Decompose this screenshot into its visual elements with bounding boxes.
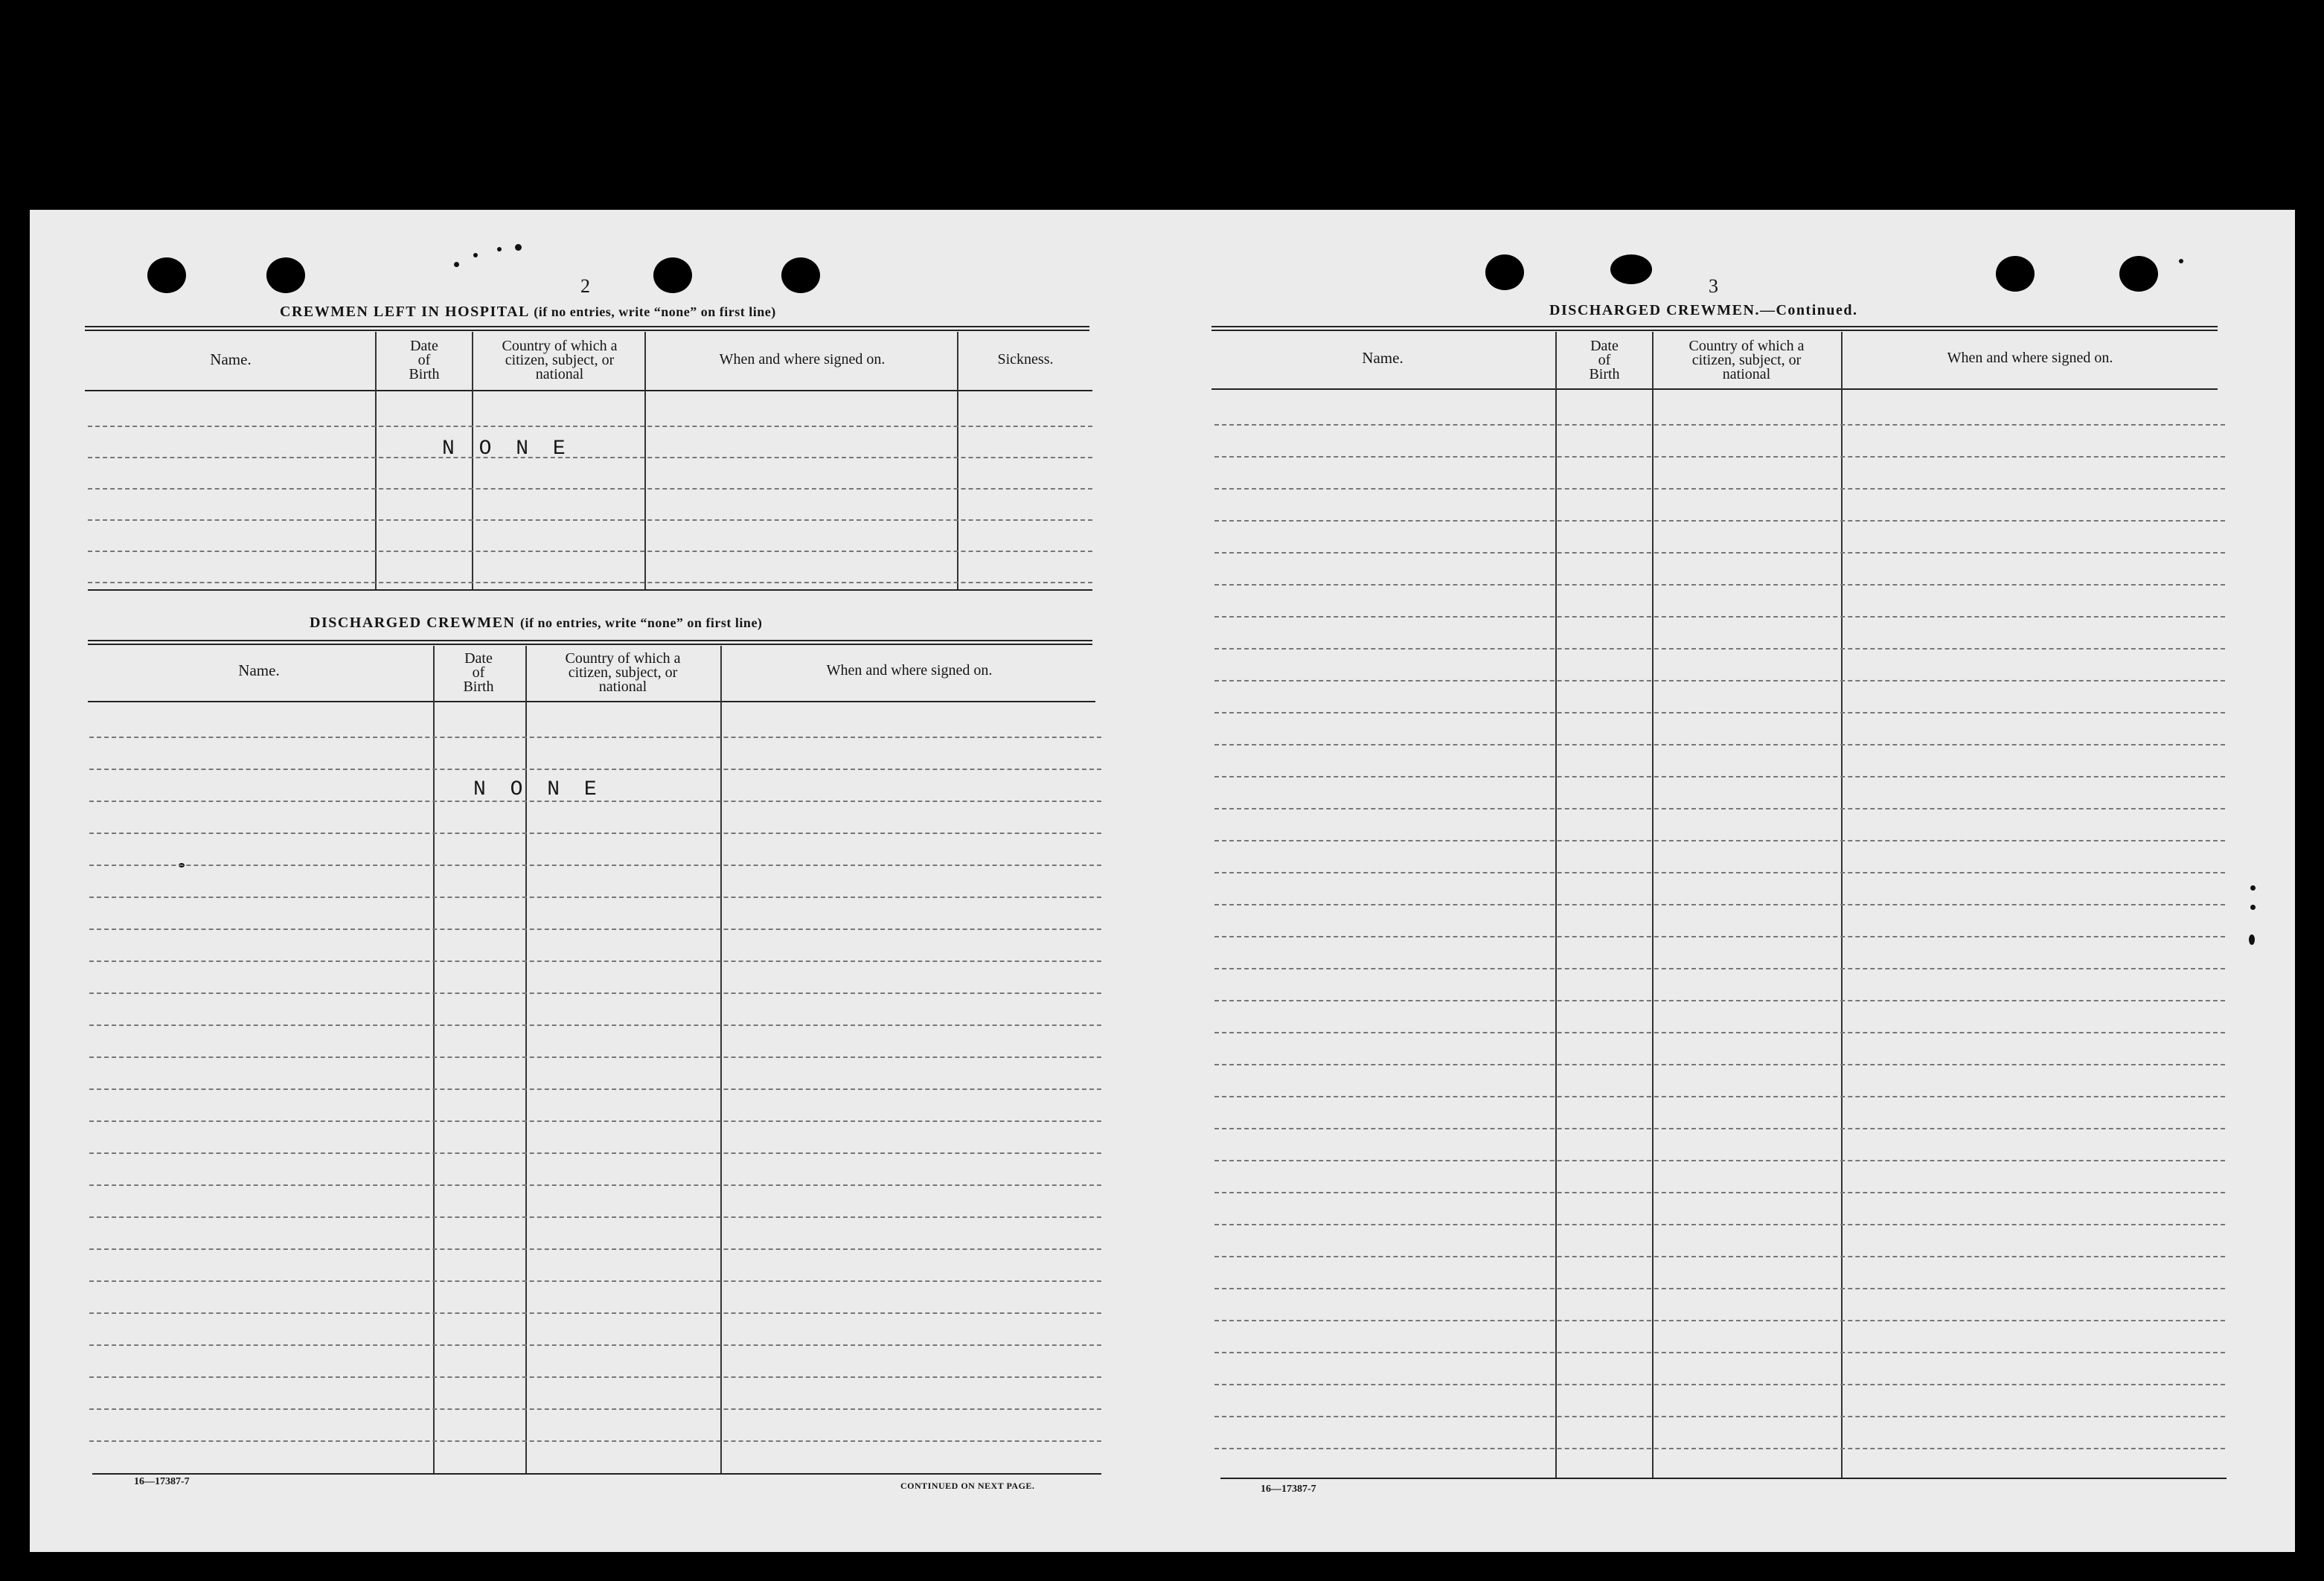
right-col-signed: When and where signed on. xyxy=(1947,350,2113,366)
form-sheet xyxy=(30,210,2295,1552)
table-bottom-rule xyxy=(1220,1478,2227,1479)
table-bottom-rule xyxy=(92,1473,1101,1475)
ruled-line xyxy=(89,1216,1101,1218)
country-line: national xyxy=(598,679,647,695)
punch-hole xyxy=(653,257,692,293)
right-col-dob xyxy=(1560,339,1649,382)
ruled-line xyxy=(1214,1288,2225,1289)
header-rule xyxy=(1211,388,2218,390)
ruled-line xyxy=(1214,680,2225,682)
ruled-line xyxy=(1214,1064,2225,1065)
hospital-none-entry: N O N E xyxy=(442,437,572,461)
hospital-col-dob xyxy=(380,339,469,382)
ruled-line xyxy=(88,426,1092,427)
ruled-line xyxy=(89,1184,1101,1186)
hospital-col-sickness: Sickness. xyxy=(997,351,1054,368)
hospital-col-name: Name. xyxy=(210,350,252,368)
punch-hole xyxy=(1485,254,1524,290)
continued-note: CONTINUED ON NEXT PAGE. xyxy=(900,1481,1035,1491)
ruled-line xyxy=(1214,456,2225,458)
ruled-line xyxy=(88,519,1092,521)
discharged-col-signed: When and where signed on. xyxy=(826,662,993,679)
country-line: Country of which a xyxy=(565,650,681,667)
ruled-line xyxy=(1214,808,2225,809)
punch-hole xyxy=(781,257,820,293)
header-rule xyxy=(85,390,1092,391)
ruled-line xyxy=(89,1056,1101,1058)
ruled-line xyxy=(89,769,1101,770)
ruled-line xyxy=(89,1408,1101,1410)
ink-speck xyxy=(454,262,459,267)
ruled-line xyxy=(1214,1416,2225,1417)
right-section-title: DISCHARGED CREWMEN.—Continued. xyxy=(1549,302,1858,318)
dob-line: Birth xyxy=(463,679,494,695)
ink-speck xyxy=(2250,905,2256,910)
form-number: 16—17387-7 xyxy=(1261,1484,1316,1495)
country-line: national xyxy=(1722,366,1771,382)
dob-line: Birth xyxy=(1589,366,1620,382)
ruled-line xyxy=(89,1248,1101,1250)
ruled-line xyxy=(88,582,1092,583)
ruled-line xyxy=(1214,1000,2225,1001)
ruled-line xyxy=(89,865,1101,866)
ruled-line xyxy=(1214,1256,2225,1257)
page-number: 3 xyxy=(1709,275,1718,297)
ruled-line xyxy=(1214,872,2225,873)
ink-speck xyxy=(2250,885,2256,891)
ruled-line xyxy=(89,1024,1101,1026)
ruled-line xyxy=(89,833,1101,834)
country-line: citizen, subject, or xyxy=(505,352,615,368)
ruled-line xyxy=(1214,744,2225,745)
dob-line: of xyxy=(472,664,485,681)
ruled-line xyxy=(1214,968,2225,969)
ink-speck xyxy=(2179,259,2183,263)
punch-hole xyxy=(147,257,186,293)
hospital-section-title xyxy=(280,304,776,321)
ruled-line xyxy=(1214,1160,2225,1161)
ink-speck xyxy=(497,247,502,251)
dob-line: Date xyxy=(464,650,493,667)
ink-speck xyxy=(473,253,478,257)
ruled-line xyxy=(88,457,1092,458)
discharged-title-text: DISCHARGED CREWMEN xyxy=(310,615,516,631)
ruled-line xyxy=(89,1312,1101,1314)
ruled-line xyxy=(1214,840,2225,841)
ruled-line xyxy=(89,992,1101,994)
ruled-line xyxy=(1214,1096,2225,1097)
ruled-line xyxy=(88,551,1092,552)
ruled-line xyxy=(1214,776,2225,777)
punch-hole xyxy=(2119,256,2158,292)
ruled-line xyxy=(1214,616,2225,618)
dob-line: Birth xyxy=(409,366,440,382)
section-rule xyxy=(1211,326,2218,331)
right-col-country xyxy=(1655,339,1838,382)
form-number: 16—17387-7 xyxy=(134,1476,190,1487)
ruled-line xyxy=(1214,488,2225,490)
country-line: national xyxy=(535,366,584,382)
hospital-col-signed: When and where signed on. xyxy=(719,351,886,368)
ruled-line xyxy=(89,1280,1101,1282)
ruled-line xyxy=(89,961,1101,962)
hospital-title-text: CREWMEN LEFT IN HOSPITAL xyxy=(280,304,529,320)
ruled-line xyxy=(1214,1384,2225,1385)
ruled-line xyxy=(89,929,1101,930)
dob-line: of xyxy=(1598,352,1611,368)
country-line: Country of which a xyxy=(502,338,618,354)
ruled-line xyxy=(1214,1128,2225,1129)
punch-hole xyxy=(1996,256,2035,292)
ruled-line xyxy=(89,1120,1101,1122)
ruled-line xyxy=(89,1344,1101,1346)
ruled-line xyxy=(1214,424,2225,426)
ruled-line xyxy=(1214,1192,2225,1193)
ruled-line xyxy=(1214,584,2225,586)
ruled-line xyxy=(1214,1352,2225,1353)
ruled-line xyxy=(1214,648,2225,650)
ruled-line xyxy=(1214,1224,2225,1225)
dob-line: Date xyxy=(1590,338,1619,354)
ruled-line xyxy=(89,1376,1101,1378)
ink-speck xyxy=(515,244,522,251)
ruled-line xyxy=(1214,552,2225,554)
dob-line: Date xyxy=(410,338,438,354)
ruled-line xyxy=(89,897,1101,898)
ruled-line xyxy=(88,488,1092,490)
discharged-section-title xyxy=(310,615,762,632)
header-rule xyxy=(88,701,1095,702)
ruled-line xyxy=(1214,904,2225,905)
punch-hole xyxy=(1610,254,1652,284)
ruled-line xyxy=(89,1152,1101,1154)
punch-hole xyxy=(266,257,305,293)
discharged-none-entry: N O N E xyxy=(473,778,603,801)
section-rule xyxy=(88,640,1092,645)
dob-line: of xyxy=(417,352,431,368)
discharged-title-note: (if no entries, write “none” on first line) xyxy=(519,615,763,630)
right-col-name: Name. xyxy=(1362,349,1403,367)
discharged-col-name: Name. xyxy=(238,661,280,679)
ruled-line xyxy=(1214,712,2225,713)
country-line: citizen, subject, or xyxy=(568,664,678,681)
ruled-line xyxy=(1214,936,2225,937)
ruled-line xyxy=(1214,1320,2225,1321)
country-line: citizen, subject, or xyxy=(1691,352,1802,368)
section-rule xyxy=(85,326,1089,331)
table-bottom-rule xyxy=(88,589,1092,591)
discharged-col-country xyxy=(530,652,716,694)
hospital-col-country xyxy=(476,339,643,382)
ruled-line xyxy=(89,1440,1101,1442)
country-line: Country of which a xyxy=(1688,338,1805,354)
ruled-line xyxy=(89,737,1101,738)
ruled-line xyxy=(1214,520,2225,522)
hospital-title-note: (if no entries, write “none” on first line) xyxy=(534,304,776,319)
page-number: 2 xyxy=(580,275,590,297)
discharged-col-dob xyxy=(436,652,521,694)
ink-speck xyxy=(2249,934,2255,945)
ruled-line xyxy=(89,1088,1101,1090)
ruled-line xyxy=(1214,1032,2225,1033)
ruled-line xyxy=(1214,1448,2225,1449)
